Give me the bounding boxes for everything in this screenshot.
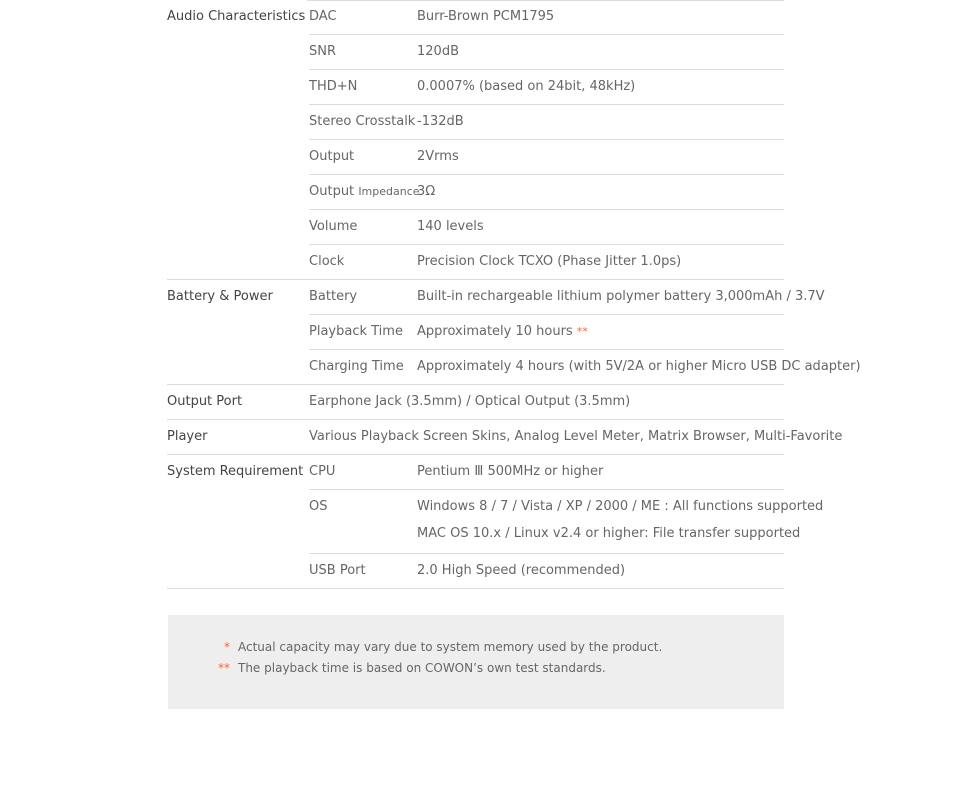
spec-row-playback-time xyxy=(309,315,784,350)
spec-value: 0.0007% (based on 24bit, 48kHz) xyxy=(417,79,636,94)
spec-label-part: Output xyxy=(309,184,355,199)
spec-value: 2Vrms xyxy=(417,149,459,164)
spec-label: Battery xyxy=(309,289,358,304)
spec-value: Earphone Jack (3.5mm) / Optical Output (3.5mm) xyxy=(309,394,631,409)
footnote xyxy=(168,661,606,675)
section-system xyxy=(167,455,824,589)
section-title-audio: Audio Characteristics xyxy=(167,9,306,24)
spec-label: Volume xyxy=(309,219,358,234)
spec-value: Approximately 4 hours (with 5V/2A or higher Micro USB DC adapter) xyxy=(417,359,861,374)
spec-value: Burr-Brown PCM1795 xyxy=(417,9,555,24)
spec-value: Pentium Ⅲ 500MHz or higher xyxy=(417,464,604,479)
section-output-port xyxy=(167,385,784,420)
spec-row-charging-time xyxy=(309,350,861,384)
spec-label: Clock xyxy=(309,254,345,269)
spec-label: DAC xyxy=(309,9,337,24)
section-title-player: Player xyxy=(167,429,208,444)
footnote-mark: ** xyxy=(218,661,230,675)
spec-value: 3Ω xyxy=(417,184,436,199)
footnote-mark: ** xyxy=(576,325,588,338)
section-battery xyxy=(167,280,861,385)
spec-value xyxy=(417,490,823,551)
spec-label-part: Impedance xyxy=(358,185,420,198)
spec-row-volume xyxy=(309,210,784,245)
spec-value-text: Approximately 10 hours xyxy=(417,324,573,339)
footnote-text: Actual capacity may vary due to system memory used by the product. xyxy=(238,640,663,654)
spec-label: Playback Time xyxy=(309,324,403,339)
spec-row-battery xyxy=(309,280,825,315)
spec-row-thdn xyxy=(309,70,784,105)
spec-row-dac xyxy=(309,0,784,35)
spec-row-clock xyxy=(309,245,784,279)
spec-label: Output xyxy=(309,149,355,164)
spec-value-line: Windows 8 / 7 / Vista / XP / 2000 / ME : All functions supported xyxy=(417,499,824,514)
spec-label: THD+N xyxy=(309,79,358,94)
spec-value xyxy=(417,315,588,349)
spec-value: Various Playback Screen Skins, Analog Level Meter, Matrix Browser, Multi-Favorite xyxy=(309,429,843,444)
footnote-mark: * xyxy=(224,640,230,654)
section-audio xyxy=(167,0,784,280)
spec-label: USB Port xyxy=(309,563,366,578)
spec-value: 140 levels xyxy=(417,219,484,234)
spec-row-usb-port xyxy=(309,554,784,588)
section-title-output-port: Output Port xyxy=(167,394,243,409)
spec-table xyxy=(167,0,861,589)
spec-label: Stereo Crosstalk xyxy=(309,114,416,129)
spec-value: 2.0 High Speed (recommended) xyxy=(417,563,626,578)
spec-value: 120dB xyxy=(417,44,459,59)
spec-row-output xyxy=(309,140,784,175)
spec-value: -132dB xyxy=(417,114,464,129)
spec-label: Charging Time xyxy=(309,359,404,374)
section-title-battery: Battery & Power xyxy=(167,289,273,304)
spec-row-snr xyxy=(309,35,784,70)
spec-row-impedance xyxy=(309,175,784,210)
section-player xyxy=(167,420,843,455)
spec-label: OS xyxy=(309,499,328,514)
spec-row-os xyxy=(309,490,824,554)
footnote xyxy=(168,640,662,654)
spec-row-cpu xyxy=(309,455,784,490)
section-title-system: System Requirement xyxy=(167,464,304,479)
spec-value: Precision Clock TCXO (Phase Jitter 1.0ps) xyxy=(417,254,682,269)
spec-label: CPU xyxy=(309,464,336,479)
spec-row-player xyxy=(309,420,843,454)
footnote-box xyxy=(168,615,784,709)
spec-value: Built-in rechargeable lithium polymer battery 3,000mAh / 3.7V xyxy=(417,289,825,304)
footnote-text: The playback time is based on COWON’s own test standards. xyxy=(238,661,606,675)
spec-row-output-port xyxy=(309,385,784,419)
spec-label xyxy=(309,175,420,209)
spec-row-crosstalk xyxy=(309,105,784,140)
spec-label: SNR xyxy=(309,44,337,59)
spec-value-line: MAC OS 10.x / Linux v2.4 or higher: File transfer supported xyxy=(417,526,801,541)
